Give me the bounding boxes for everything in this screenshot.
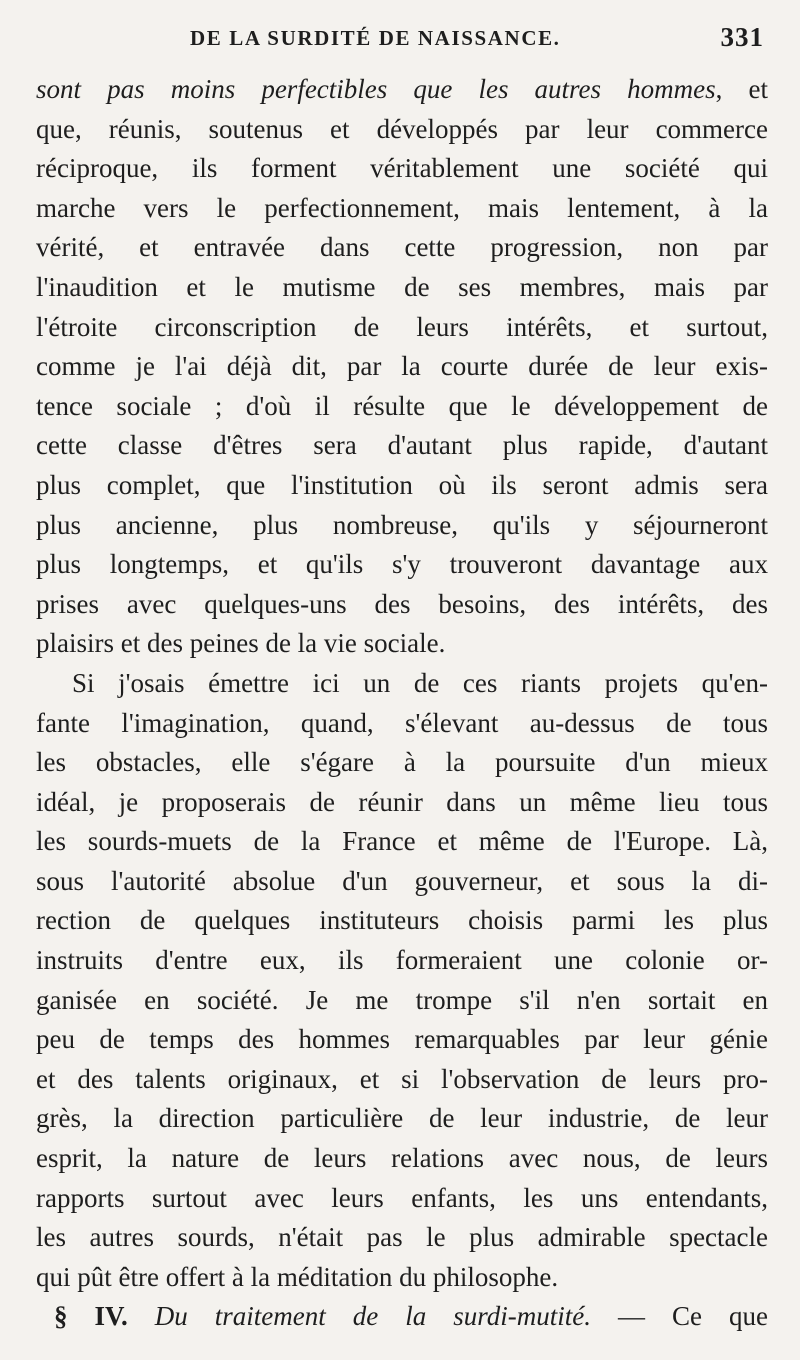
line-text: , et (715, 74, 768, 104)
text-line: marche vers le perfectionnement, mais lentement, à la (36, 192, 768, 223)
running-title: DE LA SURDITÉ DE NAISSANCE. (190, 26, 561, 50)
text-line: réciproque, ils forment véritablement une société qui (36, 153, 768, 184)
text-line: les autres sourds, n'était pas le plus admirable spectacle (36, 1222, 768, 1253)
text-line: comme je l'ai déjà dit, par la courte durée de leur exis- (36, 351, 768, 382)
italic-phrase: sont pas moins perfectibles que les autres hommes (36, 74, 716, 104)
text-line: ganisée en société. Je me trompe s'il n'en sortait en (36, 984, 768, 1015)
section-mark: § IV. (54, 1301, 128, 1332)
body-text (36, 70, 768, 1337)
text-line: rapports surtout avec leurs enfants, les uns entendants, (36, 1182, 768, 1213)
text-line: qui pût être offert à la méditation du philosophe. (36, 1261, 559, 1292)
text-line: peu de temps des hommes remarquables par leur génie (36, 1024, 768, 1055)
text-line: sous l'autorité absolue d'un gouverneur, et sous la di- (36, 865, 768, 896)
text-line: cette classe d'êtres sera d'autant plus rapide, d'autant (36, 430, 768, 461)
text-line (36, 70, 768, 110)
line-text: — Ce que (618, 1301, 769, 1332)
page-header (0, 20, 800, 60)
text-line: esprit, la nature de leurs relations avec nous, de leurs (36, 1143, 768, 1174)
text-line: l'étroite circonscription de leurs intérêts, et surtout, (36, 311, 768, 342)
text-line: instruits d'entre eux, ils formeraient une colonie or- (36, 945, 768, 976)
text-line: les sourds-muets de la France et même de l'Europe. Là, (36, 826, 768, 857)
text-line: plaisirs et des peines de la vie sociale. (36, 628, 446, 659)
text-line: tence sociale ; d'où il résulte que le développement de (36, 390, 768, 421)
text-line: et des talents originaux, et si l'observation de leurs pro- (36, 1063, 768, 1094)
text-line: fante l'imagination, quand, s'élevant au-dessus de tous (36, 707, 768, 738)
text-line: idéal, je proposerais de réunir dans un même lieu tous (36, 786, 768, 817)
text-line: plus complet, que l'institution où ils seront admis sera (36, 469, 768, 500)
text-line: rection de quelques instituteurs choisis parmi les plus (36, 905, 768, 936)
text-line: les obstacles, elle s'égare à la poursuite d'un mieux (36, 747, 768, 778)
text-line: plus ancienne, plus nombreuse, qu'ils y séjourneront (36, 509, 768, 540)
text-line: vérité, et entravée dans cette progression, non par (36, 232, 768, 263)
text-line: Si j'osais émettre ici un de ces riants projets qu'en- (72, 667, 768, 698)
text-line: plus longtemps, et qu'ils s'y trouveront davantage aux (36, 549, 768, 580)
text-line: grès, la direction particulière de leur industrie, de leur (36, 1103, 768, 1134)
text-line: que, réunis, soutenus et développés par leur commerce (36, 113, 768, 144)
section-title: Du traitement de la surdi-mutité. (154, 1301, 592, 1332)
section-heading-line (36, 1297, 768, 1337)
page-number: 331 (720, 22, 764, 52)
text-line: l'inaudition et le mutisme de ses membres, mais par (36, 271, 768, 302)
text-line: prises avec quelques-uns des besoins, des intérêts, des (36, 588, 768, 619)
